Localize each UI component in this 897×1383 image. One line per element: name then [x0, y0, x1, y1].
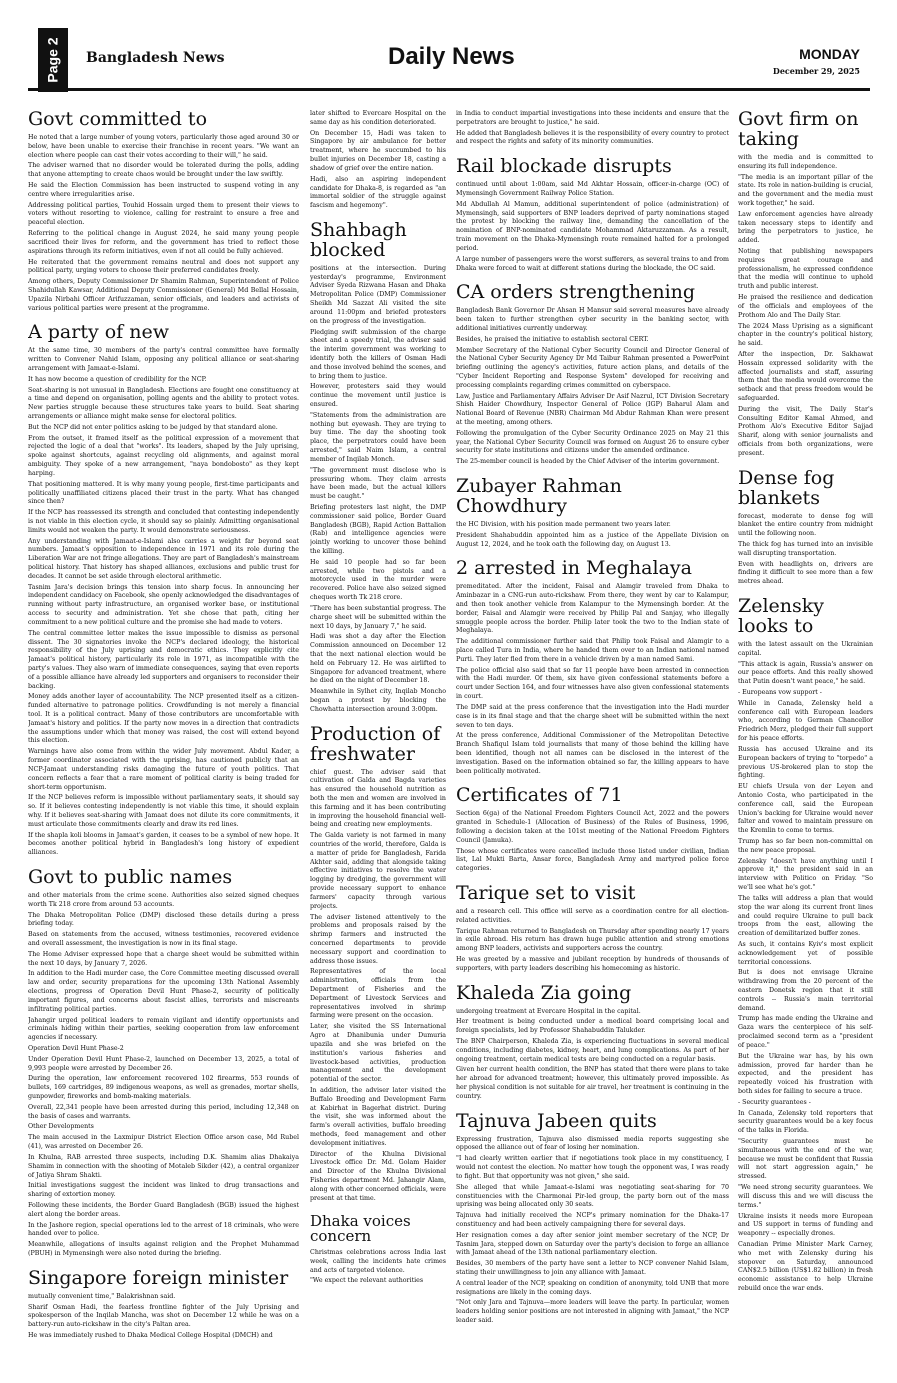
paragraph: Hadi, also an aspiring independent candidate for Dhaka-8, is regarded as "an immortal soldier of the struggle against fascism and hegemony".: [310, 175, 446, 210]
paragraph: Ukraine insists it needs more European and US support in terms of funding and weaponry -- especially drones.: [738, 1212, 873, 1238]
story-ca-orders: [456, 283, 729, 467]
paragraph: It has now become a question of credibility for the NCP.: [28, 375, 207, 383]
paragraph: with the media and is committed to ensuring its full independence.: [738, 153, 873, 170]
paragraph: The talks will address a plan that would stop the war along its current front lines and could require Ukraine to pull back troops from the east, allowing the creation of demilitarized buffer zones.: [738, 894, 873, 938]
paragraph: If the NCP has reassessed its strength and concluded that contesting independently is not viable in this election cycle, it should say so plainly. Admitting organisational limits would not weaken the party. It would demonstrate seriousness.: [28, 509, 299, 534]
paragraph: Meanwhile, allegations of insults against religion and the Prophet Muhammad (PBUH) in Mymensingh were also noted during the briefing.: [28, 1241, 299, 1257]
paragraph: Under Operation Devil Hunt Phase-2, launched on December 13, 2025, a total of 9,993 people were arrested by December 26.: [28, 1055, 299, 1072]
paragraph: In Canada, Zelensky told reporters that security guarantees would be a key focus of the talks in Florida.: [738, 1109, 873, 1135]
paragraph: continued until about 1:00am, said Md Akhtar Hossain, officer-in-charge (OC) of Mymensingh Government Railway Police Station.: [456, 181, 729, 197]
paragraph: Noting that publishing newspapers requires great courage and professionalism, he expressed confidence that the media will continue to uphold truth and public interest.: [738, 248, 873, 291]
story-dense-fog: [738, 466, 873, 587]
paragraph: He said the Election Commission has been instructed to suspend voting in any centre where irregularities arise.: [28, 182, 299, 198]
story-india-continued: [456, 110, 729, 147]
column-4: [738, 110, 873, 1372]
paragraph: In the Jashore region, special operations led to the arrest of 18 criminals, who were handed over to police.: [28, 1221, 299, 1238]
story-body: [456, 583, 729, 776]
story-body: [738, 154, 873, 459]
publication-name: Daily News: [388, 43, 515, 70]
story-body: [456, 810, 729, 874]
paragraph: In addition to the Hadi murder case, the Core Committee meeting discussed overall law and order, security preparations for the upcoming 13th National Assembly elections, progress of Operation Devil Hunt Phase-2, security of politically important figures, and concerns about fascist allies, terrorists and miscreants infiltrating political parties.: [28, 970, 299, 1013]
paragraph: The 25-member council is headed by the Chief Adviser of the interim government.: [456, 458, 720, 466]
paragraph: The Dhaka Metropolitan Police (DMP) disclosed these details during a press briefing today.: [28, 911, 299, 928]
paragraph: Besides, he praised the initiative to establish sectoral CERT.: [456, 335, 649, 343]
headline: Dense fog blankets: [738, 466, 835, 509]
paragraph: Besides, 30 members of the party have sent a letter to NCP convener Nahid Islam, stating their unwillingness to join any alliance with Jamaat.: [456, 1260, 729, 1276]
story-body: [28, 1293, 299, 1341]
paragraph: - Europeans vow support -: [738, 689, 822, 696]
paragraph: He noted that a large number of young voters, particularly those aged around 30 or below, have been unable to exercise their franchise in recent years. "We want an election where people can cast their votes according to their will," he said.: [28, 133, 299, 159]
paragraph: He was greeted by a massive and jubilant reception by hundreds of thousands of supporters, with party leaders describing his homecoming as historic.: [456, 956, 729, 972]
paragraph: In Khulna, RAB arrested three suspects, including D.K. Shamim alias Dhakaiya Shamim in connection with the shooting of Motaleb Sikder (42), a central organizer of Jatiya Shram Shakti.: [28, 1153, 299, 1179]
paragraph: Member Secretary of the National Cyber Security Council and Director General of the National Cyber Security Agency Dr Md Taibur Rahman presented a PowerPoint briefing outlining the agency's activities, future action plans, and details of the "Cyber Incident Reporting and Response System" developed for receiving and processing complaints regarding crimes committed on cyberspace.: [456, 346, 729, 389]
paragraph: Tarique Rahman returned to Bangladesh on Thursday after spending nearly 17 years in exile abroad. His return has drawn huge public attention and strong emotions among BNP leaders, activists and supporters across the country.: [456, 927, 729, 953]
publication-date: December 29, 2025: [772, 66, 860, 76]
paragraph: and other materials from the crime scene. Authorities also seized signed cheques worth Tk 218 crore from around 53 accounts.: [28, 891, 299, 908]
paragraph: Her treatment is being conducted under a medical board comprising local and foreign specialists, led by Professor Shahabuddin Talukder.: [456, 1018, 729, 1035]
paragraph: During the operation, law enforcement recovered 102 firearms, 553 rounds of bullets, 169 cartridges, 89 indigenous weapons, as well as grenades, mortar shells, gunpowder, fireworks and bomb-making materials.: [28, 1075, 299, 1100]
paragraph: Tajnuva had initially received the NCP's primary nomination for the Dhaka-17 constituency and had been actively campaigning there for several days.: [456, 1212, 729, 1228]
story-body: [310, 769, 446, 1204]
story-govt-public-names: [28, 868, 299, 1259]
paragraph: Her resignation comes a day after senior joint member secretary of the NCP, Dr Tasnim Jara, stepped down on Saturday over the party's decision to forge an alliance with Jamaat ahead of the 13th national parliamentary election.: [456, 1231, 729, 1257]
story-freshwater: [310, 722, 446, 1204]
paragraph: "Security guarantees must be simultaneous with the end of the war, because we must be confident that Russia will not start aggression again," he stressed.: [738, 1138, 873, 1181]
story-body: [456, 908, 729, 974]
headline: Govt to public names: [28, 866, 233, 888]
paragraph: The police official also said that so far 11 people have been arrested in connection with the Hadi murder. Of them, six have given confessional statements before a court under Section 164, and four witnesses have also given confessional statements in court.: [456, 666, 729, 701]
paragraph: From the outset, it framed itself as the political expression of a movement that rejected the logic of a deal that "works". Its leaders, shaped by the July uprising, spoke against shortcuts, against recycling old alignments, and against moral ambiguity. They spoke of a new arrangement, "naya bondobosto" as they kept harping.: [28, 434, 299, 477]
paragraph: However, protesters said they would continue the movement until justice is ensured.: [310, 383, 446, 408]
paragraph: After the inspection, Dr. Sakhawat Hossain expressed solidarity with the affected journalists and staff, assuring them that the media would overcome the setback and that press freedom would be safeguarded.: [738, 350, 873, 402]
story-body: [456, 1136, 729, 1326]
paragraph: Representatives of the local administration, officials from the Department of Fisheries and the Department of Livestock Services and representatives involved in shrimp farming were present on the occasion.: [310, 968, 446, 1020]
paragraph: If the NCP believes reform is impossible without parliamentary seats, it should say so. If it believes contesting independently is not viable this time, it should explain why. If it believes seat-sharing with Jamaat does not dilute its core commitments, it must articulate those commitments clearly and draw its red lines.: [28, 794, 299, 828]
paragraph: He said 10 people had so far been arrested, while two pistols and a motorcycle used in the murder were recovered. Police have also seized signed cheques worth Tk 218 crore.: [310, 558, 446, 602]
paragraph: But the Ukraine war has, by his own admission, proved far harder than he expected, and the president has repeatedly voiced his frustration with both sides for failing to secure a truce.: [738, 1052, 873, 1095]
section-name: Bangladesh News: [86, 50, 225, 66]
paragraph: President Shahabuddin appointed him as a justice of the Appellate Division on August 12, 2024, and he took oath the following day, on August 13.: [456, 531, 729, 548]
headline: 2 arrested in Meghalaya: [456, 557, 692, 580]
paragraph: He was immediately rushed to Dhaka Medical College Hospital (DMCH) and: [28, 1332, 273, 1339]
paragraph: Russia has accused Ukraine and its European backers of trying to "torpedo" a previous US-brokered plan to stop the fighting.: [738, 745, 873, 780]
paragraph: Hadi was shot a day after the Election Commission announced on December 12 that the next national election would be held on February 12. He was airlifted to Singapore for advanced treatment, where he died on the night of December 18.: [310, 633, 446, 685]
paragraph: But the NCP did not enter politics asking to be judged by that standard alone.: [28, 423, 278, 431]
headline: Zelensky looks to: [738, 595, 825, 637]
paragraph: later shifted to Evercare Hospital on the same day as his condition deteriorated.: [310, 110, 446, 126]
paragraph: "Statements from the administration are nothing but eyewash. They are trying to buy time. The day the shooting took place, the perpetrators could have been arrested," said Naim Islam, a central member of Inqilab Monch.: [310, 411, 446, 463]
story-rail-blockade: [456, 157, 729, 273]
paragraph: He praised the resilience and dedication of the officials and employees of the Prothom Alo and The Daily Star.: [738, 294, 873, 319]
headline: Govt committed to: [28, 110, 208, 130]
paragraph: The adviser listened attentively to the problems and proposals raised by the shrimp farmers and instructed the concerned departments to provide necessary support and coordination to address those issues.: [310, 913, 446, 965]
headline: CA orders strengthening: [456, 281, 696, 304]
story-body: [738, 641, 873, 1294]
paragraph: Md Abdullah Al Mamun, additional superintendent of police (administration) of Mymensingh, said supporters of BNP leaders deprived of party nominations staged the protest by blocking the railway line, demanding the cancellation of the nomination of BNP-nominated candidate Mohammad Aktaruzzaman. As a result, train movement on the Dhaka-Mymensingh route remained halted for a prolonged period.: [456, 200, 729, 252]
paragraph: in India to conduct impartial investigations into these incidents and ensure that the perpetrators are brought to justice," he said.: [456, 110, 729, 126]
paragraph: Even with headlights on, drivers are finding it difficult to see more than a few metres ahead.: [738, 560, 873, 586]
paragraph: "This attack is again, Russia's answer on our peace efforts. And this really showed that Putin doesn't want peace," he said.: [738, 660, 873, 686]
paragraph: "There has been substantial progress. The charge sheet will be submitted within the next 10 days, by January 7," he said.: [310, 604, 446, 630]
paragraph: "Not only Jara and Tajnuva—more leaders will leave the party. In particular, women leaders holding senior positions are not interested in aligning with Jamaat," the NCP leader said.: [456, 1299, 729, 1325]
paragraph: Following these incidents, the Border Guard Bangladesh (BGB) issued the highest alert along the border areas.: [28, 1201, 299, 1218]
story-hadi-continued: [310, 110, 446, 211]
paragraph: Referring to the political change in August 2024, he said many young people sacrificed their lives for reform, and the government has tried to reflect those aspirations through its reform initiatives, even if not all could be fully achieved.: [28, 230, 299, 255]
paragraph: Seat-sharing is not unusual in Bangladesh. Elections are fought one constituency at a time and depend on organisation, polling agents and the ability to protect votes. New parties struggle because these structures take years to build. Seat sharing arrangements or alliance might make sense for electoral politics.: [28, 386, 299, 420]
paragraph: Following the promulgation of the Cyber Security Ordinance 2025 on May 21 this year, the National Cyber Security Council was formed on August 26 to ensure cyber security for state institutions and citizens under the amended ordinance.: [456, 429, 729, 455]
paragraph: positions at the intersection. During yesterday's programme, Environment Adviser Syeda Rizwana Hasan and Dhaka Metropolitan Police (DMP) Commissioner Sheikh Md Sazzat Ali visited the site around 11:00pm and briefed protesters on the progress of the investigation.: [310, 264, 446, 325]
paragraph: mutually convenient time," Balakrishnan said.: [28, 1292, 176, 1300]
headline: Singapore foreign minister: [28, 1266, 289, 1289]
paragraph: "The government must disclose who is pressuring whom. They claim arrests have been made, but the actual killers must be caught.": [310, 466, 446, 501]
paragraph: "I had clearly written earlier that if negotiations took place in my constituency, I would not contest the election. No matter how tough the opponent was, I was ready to fight. But that opportunity was not given," she said.: [456, 1155, 729, 1180]
story-body: [456, 110, 729, 147]
column-3: [456, 110, 729, 1372]
paragraph: At the press conference, Additional Commissioner of the Metropolitan Detective Branch Shafiqul Islam told journalists that many of those behind the killing have been identified, though not all names can be disclosed in the interest of the investigation. Based on the information obtained so far, the killing appears to have been politically motivated.: [456, 732, 729, 775]
paragraph: and a research cell. This office will serve as a coordination centre for all election-related activities.: [456, 907, 729, 924]
paragraph: As such, it contains Kyiv's most explicit acknowledgement yet of possible territorial concessions.: [738, 940, 873, 966]
paragraph: Law, Justice and Parliamentary Affairs Adviser Dr Asif Nazrul, ICT Division Secretary Shish Haider Chowdhury, Inspector General of Police (IGP) Baharul Alam and National Board of Revenue (NBR) Chairman Md Abdur Rahman Khan were present at the meeting, among others.: [456, 392, 729, 426]
story-shahbagh-blocked: [310, 218, 446, 715]
paragraph: Money adds another layer of accountability. The NCP presented itself as a citizen-funded alternative to patronage politics. Crowdfunding is not merely a financial tool. It is a political contract. Many of those contributors are uncomfortable with Jamaat's history and politics. If the party now moves in a direction that contradicts the assumptions under which that money was raised, the cost will extend beyond this election.: [28, 693, 299, 745]
headline: Zubayer Rahman Chowdhury: [456, 475, 622, 517]
paragraph: Later, she visited the SS International Agro at Dhanibunia under Dumuria upazila and she was briefed on the institution's various fisheries and livestock-based activities, production management and the development potential of the sector.: [310, 1023, 446, 1084]
headline: A party of new: [28, 321, 169, 344]
paragraph: In addition, the adviser later visited the Buffalo Breeding and Development Farm at Kabirhat in Bagerhat district. During the visit, she was informed about the farm's overall activities, buffalo breeding methods, feed management and other development initiatives.: [310, 1086, 446, 1147]
story-khaleda: [456, 981, 729, 1102]
story-body: [310, 265, 446, 715]
story-body: [28, 134, 299, 313]
headline: Khaleda Zia going: [456, 981, 632, 1004]
paragraph: That positioning mattered. It is why many young people, first-time participants and politically unaffiliated citizens placed their trust in the party. What has changed since then?: [28, 480, 299, 506]
paragraph: Sharif Osman Hadi, the fearless frontline fighter of the July Uprising and spokesperson of the Inqilab Mancha, was shot on December 12 while he was on a battery-run auto-rickshaw in the city's Paltan area.: [28, 1303, 299, 1329]
paragraph: - Security guarantees -: [738, 1098, 811, 1106]
paragraph: During the visit, The Daily Star's Consulting Editor Kamal Ahmed, and Prothom Alo's Executive Editor Sajjad Sharif, along with senior journalists and officials from both organizations, were present.: [738, 405, 873, 457]
story-zubayer: [456, 477, 729, 549]
paragraph: Law enforcement agencies have already taken necessary steps to identify and bring the perpetrators to justice, he added.: [738, 210, 873, 245]
story-govt-committed: [28, 110, 299, 313]
paragraph: Those whose certificates were cancelled include those listed under civilian, Indian list, Lal Mukti Barta, Ansar force, Bangladesh Army and martyred police force categories.: [456, 847, 729, 873]
paragraph: The BNP Chairperson, Khaleda Zia, is experiencing fluctuations in several medical conditions, including diabetes, kidney, heart, and lung complications. As part of her ongoing treatment, certain medical tests are being conducted on a regular basis.: [456, 1038, 729, 1063]
story-body: [456, 1008, 729, 1102]
paragraph: Other Developments: [28, 1123, 94, 1131]
story-zelensky: [738, 597, 873, 1294]
paragraph: Addressing political parties, Touhid Hossain urged them to present their views to voters without resorting to violence, calling for restraint to ensure a free and peaceful election.: [28, 201, 299, 227]
paragraph: The DMP said at the press conference that the investigation into the Hadi murder case is in its final stage and that the charge sheet will be submitted within the next seven to ten days.: [456, 703, 729, 729]
paragraph: He reiterated that the government remains neutral and does not support any political party, urging voters to choose their preferred candidates freely.: [28, 258, 299, 275]
paragraph: Any understanding with Jamaat-e-Islami also carries a weight far beyond seat numbers. Jamaat's opposition to independence in 1971 and its role during the Liberation War are not fringe allegations. They are part of Bangladesh's mainstream political history. That history has shaped alliances, exclusions and public trust for decades. It cannot be set aside through electoral arithmetic.: [28, 537, 299, 580]
paragraph: "We need strong security guarantees. We will discuss this and we will discuss the terms.": [738, 1184, 873, 1209]
page-number-tag: [38, 28, 68, 92]
headline: Production of freshwater: [310, 722, 441, 765]
paragraph: At the same time, 30 members of the party's central committee have formally written to Convener Nahid Islam, opposing any political alliance or seat-sharing arrangement with Jamaat-e-Islami.: [28, 347, 299, 372]
paragraph: The thick fog has turned into an invisible wall disrupting transportation.: [738, 541, 873, 557]
paragraph: A central leader of the NCP, speaking on condition of anonymity, told UNB that more resignations are likely in the coming days.: [456, 1279, 729, 1296]
paragraph: Briefing protesters last night, the DMP commissioner said police, Border Guard Bangladesh (BGB), Rapid Action Battalion (Rab) and intelligence agencies were jointly working to uncover those behind the killing.: [310, 503, 446, 555]
story-tarique: [456, 884, 729, 974]
paragraph: Among others, Deputy Commissioner Dr Shamim Rahman, Superintendent of Police Shahidullah Kawsar, Additional Deputy Commissioner (General) Md Bellal Hossain, Upazila Nirbahi Officer Arifuzzaman, senior officials, and leaders and activists of various political parties were present at the programme.: [28, 278, 299, 312]
paragraph: On December 15, Hadi was taken to Singapore by air ambulance for better treatment, where he succumbed to his bullet injuries on December 18, casting a shadow of grief over the entire nation.: [310, 129, 446, 172]
paragraph: Based on statements from the accused, witness testimonies, recovered evidence and overall assessment, the investigation is now in its final stage.: [28, 931, 299, 947]
paragraph: chief guest. The adviser said that cultivation of Galda and Bagda varieties has ensured the household nutrition as both the men and women are involved in this farming and it has been contributing in improving the household financial well-being and creating new employments.: [310, 768, 446, 829]
paragraph: Christmas celebrations across India last week, calling the incidents hate crimes and acts of targeted violence.: [310, 1249, 446, 1274]
story-body: [28, 347, 299, 858]
paragraph: While in Canada, Zelensky held a conference call with European leaders who, according to German Chancellor Friedrich Merz, pledged their full support for his peace efforts.: [738, 699, 873, 743]
story-meghalaya: [456, 559, 729, 776]
story-certificates: [456, 786, 729, 874]
paragraph: Jahangir urged political leaders to remain vigilant and identify opportunists and criminals hiding within their parties, seeking cooperation from law enforcement agencies if necessary.: [28, 1016, 299, 1042]
story-body: [456, 181, 729, 273]
headline: Dhaka voices concern: [310, 1211, 411, 1246]
paragraph: Trump has made ending the Ukraine and Gaza wars the centerpiece of his self-proclaimed second term as a "president of peace.": [738, 1015, 873, 1049]
story-body: [310, 1249, 446, 1286]
headline: Govt firm on taking: [738, 110, 859, 150]
paragraph: Overall, 22,341 people have been arrested during this period, including 12,348 on the basis of cases and warrants.: [28, 1103, 299, 1120]
paragraph: Zelensky "doesn't have anything until I approve it," the president said in an interview with Politico on Friday. "So we'll see what he's got.": [738, 857, 873, 892]
paragraph: The central committee letter makes the issue impossible to dismiss as personal dissent. The 30 signatories invoke the NCP's declared ideology, the historical responsibility of the July uprising and democratic ethics. They explicitly cite Jamaat's political history, particularly its role in 1971, as incompatible with the party's values. They also warn of immediate consequences, saying that even reports of a possible alliance have already led supporters and organisers to reconsider their backing.: [28, 629, 299, 690]
paragraph: The main accused in the Laxmipur District Election Office arson case, Md Rubel (41), was arrested on December 26.: [28, 1134, 299, 1151]
paragraph: Director of the Khulna Divisional Livestock office Dr. Md. Golam Haider and Director of the Khulna Divisional Fisheries department Md. Jahangir Alam, along with other concerned officials, were present at that time.: [310, 1150, 446, 1202]
paragraph: Bangladesh Bank Governor Dr Ahsan H Mansur said several measures have already been taken to further strengthen cyber security in the banking sector, with additional initiatives currently underway.: [456, 307, 729, 332]
paragraph: forecast, moderate to dense fog will blanket the entire country from midnight until the following noon.: [738, 512, 873, 538]
headline: Shahbagh blocked: [310, 218, 407, 261]
masthead: [28, 28, 870, 91]
story-body: [310, 110, 446, 211]
paragraph: Section 6(ga) of the National Freedom Fighters Council Act, 2022 and the powers granted in Schedule-1 (Allocation of Business) of the Rules of Business, 1996, following a decision taken at the 101st meeting of the National Freedom Fighters Council (Jamuka).: [456, 810, 729, 844]
headline: Rail blockade disrupts: [456, 155, 672, 178]
story-govt-firm: [738, 110, 873, 459]
story-body: [28, 892, 299, 1259]
headline: Certificates of 71: [456, 784, 623, 807]
paragraph: Trump has so far been non-committal on the new peace proposal.: [738, 838, 873, 854]
paragraph: A large number of passengers were the worst sufferers, as several trains to and from Dhaka were forced to wait at different stations during the blockade, the OC said.: [456, 255, 729, 272]
story-body: [738, 513, 873, 588]
story-party-of-new: [28, 323, 299, 858]
paragraph: She alleged that while Jamaat-e-Islami was negotiating seat-sharing for 70 constituencies with the Charmonai Pir-led group, the party born out of the mass uprising was being allocated only 30 seats.: [456, 1183, 729, 1209]
paragraph: Canadian Prime Minister Mark Carney, who met with Zelensky during his stopover on Saturday, announced CAN$2.5 billion (US$1.82 billion) in fresh economic assistance to help Ukraine rebuild once the war ends.: [738, 1240, 873, 1292]
paragraph: The Home Adviser expressed hope that a charge sheet would be submitted within the next 10 days, by January 7, 2026.: [28, 950, 299, 967]
paragraph: with the latest assault on the Ukrainian capital.: [738, 640, 873, 657]
paragraph: Operation Devil Hunt Phase-2: [28, 1044, 124, 1052]
paragraph: EU chiefs Ursula von der Leyen and Antonio Costa, who participated in the conference call, said the European Union's backing for Ukraine would never falter and vowed to maintain pressure on the Kremlin to come to terms.: [738, 783, 873, 835]
paragraph: Expressing frustration, Tajnuva also dismissed media reports suggesting she opposed the alliance out of fear of losing her nomination.: [456, 1135, 729, 1152]
paragraph: Warnings have also come from within the wider July movement. Abdul Kader, a former coordinator associated with the uprising, has cautioned publicly that an NCP-Jamaat understanding risks damaging the future of youth politics. That concern reflects a fear that a rare moment of political clarity is being traded for short-term opportunism.: [28, 748, 299, 791]
story-tajnuva: [456, 1109, 729, 1326]
story-body: [456, 307, 729, 467]
paragraph: Pledging swift submission of the charge sheet and a speedy trial, the adviser said the interim government was working to identify both the killers of Osman Hadi and those involved behind the scenes, and to bring them to justice.: [310, 328, 446, 380]
paragraph: undergoing treatment at Evercare Hospital in the capital.: [456, 1007, 641, 1015]
headline: Tajnuva Jabeen quits: [456, 1109, 657, 1132]
paragraph: The Galda variety is not farmed in many countries of the world, therefore, Galda is a matter of pride for Bangladesh, Farida Akhter said, adding that alongside taking effective initiatives to resolve the water logging by dredging, the government will provide necessary support to enhance farmers' capacity through various projects.: [310, 832, 446, 910]
paragraph: premeditated. After the incident, Faisal and Alamgir traveled from Dhaka to Aminbazar in a CNG-run auto-rickshaw. From there, they went by car to Kalampur, and then took another vehicle from Kalampur to the Mymensingh border. At the border, Faisal and Alamgir were received by Philip Pal and Sanjay, who illegally smuggle people across the border. Philip later took the two to the Indian state of Meghalaya.: [456, 583, 729, 635]
paragraph: But is does not envisage Ukraine withdrawing from the 20 percent of the eastern Donetsk region that it still controls -- Russia's main territorial demand.: [738, 969, 873, 1012]
paragraph: "We expect the relevant authorities: [310, 1277, 424, 1285]
paragraph: The adviser warned that no disorder would be tolerated during the polls, adding that anyone attempting to create chaos would be brought under the law swiftly.: [28, 162, 299, 179]
paragraph: Given her current health condition, the BNP has stated that there were plans to take her abroad for advanced treatment; however, this ultimately proved impossible. As her physical condition is not suitable for air travel, her treatment is continuing in the country.: [456, 1066, 729, 1100]
paragraph: Meanwhile in Sylhet city, Inqilab Moncho began a protest by blocking the Chowhatta intersection around 3:00pm.: [310, 688, 446, 713]
headline: Tarique set to visit: [456, 882, 636, 904]
paragraph: the HC Division, with his position made permanent two years later.: [456, 520, 671, 528]
paragraph: The 2024 Mass Uprising as a significant chapter in the country's political history, he said.: [738, 322, 873, 348]
story-dhaka-voices: [310, 1211, 446, 1287]
paragraph: "The media is an important pillar of the state. Its role in nation-building is crucial, and the government and the media must work together," he said.: [738, 173, 873, 207]
publication-day: MONDAY: [799, 46, 860, 62]
story-body: [456, 521, 729, 549]
paragraph: He added that Bangladesh believes it is the responsibility of every country to protect and respect the rights and safety of its minority communities.: [456, 129, 729, 146]
paragraph: The additional commissioner further said that Philip took Faisal and Alamgir to a place called Tura in India, where he handed them over to an Indian national named Purti. They later fled from there in a vehicle driven by a man named Sami.: [456, 638, 729, 663]
paragraph: Tasnim Jara's decision brings this tension into sharp focus. In announcing her independent candidacy on Facebook, she openly acknowledged the disadvantages of running without party infrastructure, an organised worker base, or institutional access to security and administration. Yet she chose that path, citing her commitment to a new political culture and the promise she had made to voters.: [28, 583, 299, 626]
paragraph: If the shapla koli blooms in Jamaat's garden, it ceases to be a symbol of new hope. It becomes another political hybrid in Bangladesh's long history of expedient alliances.: [28, 831, 299, 857]
column-2: [310, 110, 446, 1372]
paragraph: Initial investigations suggest the incident was linked to drug transactions and sharing of extortion money.: [28, 1182, 299, 1199]
page-label: Page 2: [45, 37, 62, 83]
story-singapore-foreign: [28, 1266, 299, 1341]
column-1: [28, 110, 299, 1372]
